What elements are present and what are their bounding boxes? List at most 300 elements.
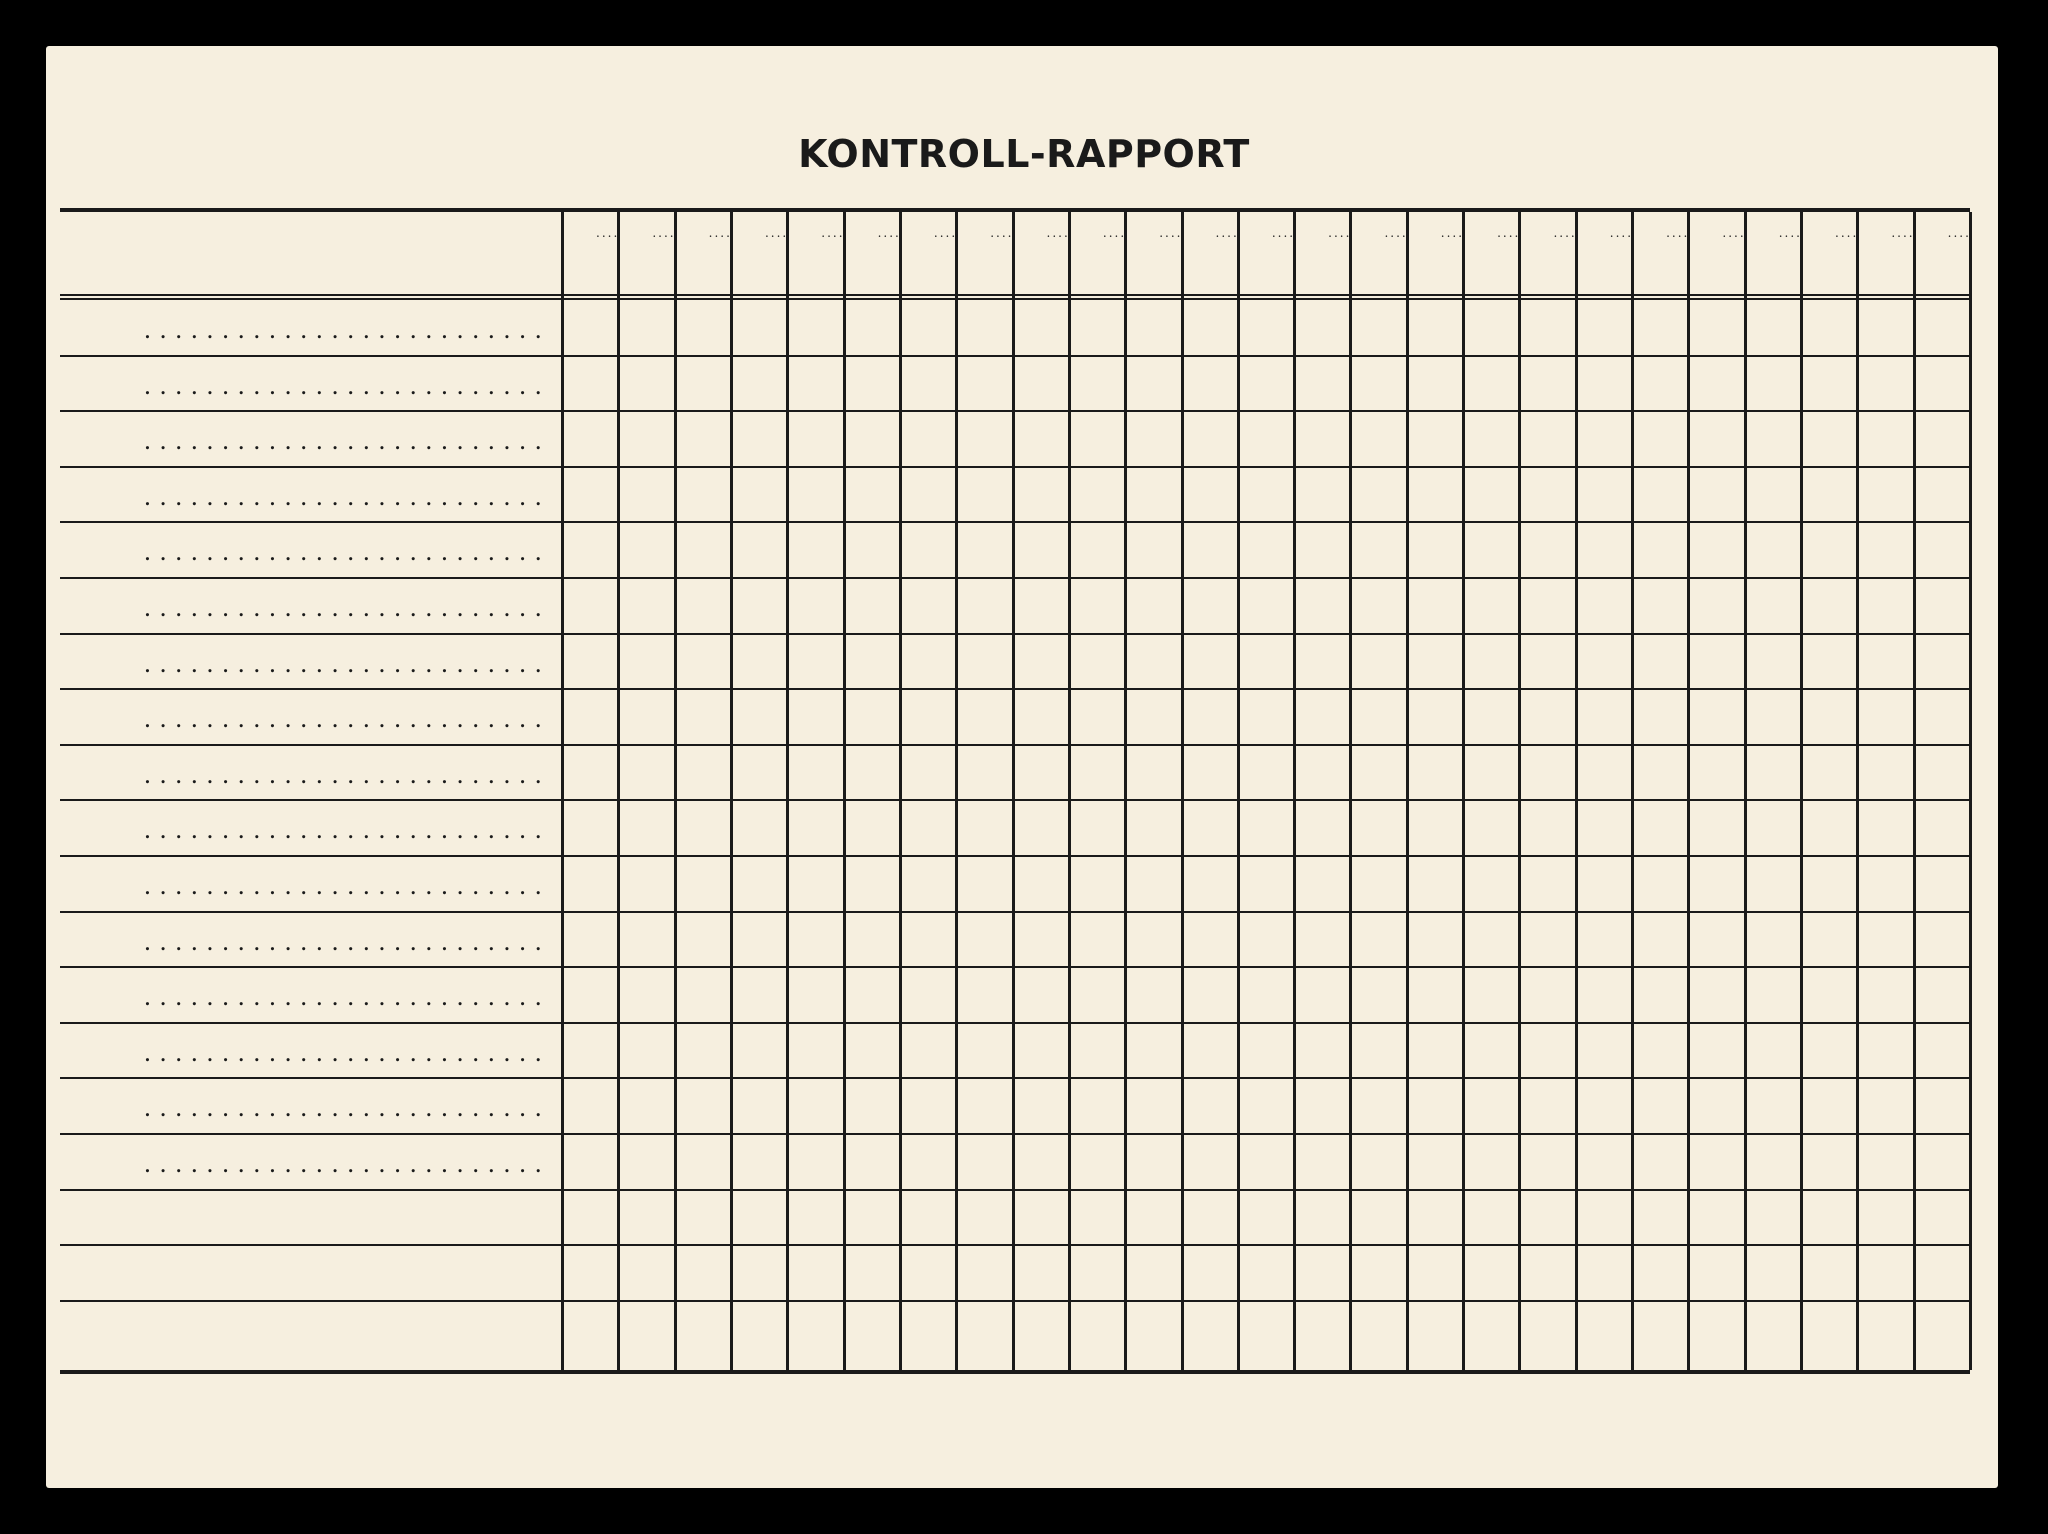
inspection-cell[interactable] <box>1803 914 1855 966</box>
inspection-cell[interactable] <box>620 1025 672 1077</box>
inspection-cell[interactable] <box>1803 691 1855 743</box>
inspection-cell[interactable] <box>564 413 616 465</box>
inspection-cell[interactable] <box>846 302 898 354</box>
inspection-cell[interactable] <box>902 1080 954 1132</box>
inspection-cell[interactable] <box>1521 580 1573 632</box>
inspection-cell[interactable] <box>1521 802 1573 854</box>
inspection-cell[interactable] <box>1578 580 1630 632</box>
inspection-cell[interactable] <box>846 914 898 966</box>
inspection-cell[interactable] <box>1071 413 1123 465</box>
inspection-cell[interactable] <box>620 802 672 854</box>
inspection-cell[interactable] <box>902 580 954 632</box>
inspection-cell[interactable] <box>1184 1136 1236 1188</box>
inspection-cell[interactable] <box>1409 1136 1461 1188</box>
inspection-cell[interactable] <box>958 358 1010 410</box>
inspection-cell[interactable] <box>1803 747 1855 799</box>
inspection-cell[interactable] <box>564 1136 616 1188</box>
inspection-cell[interactable] <box>1071 1192 1123 1244</box>
inspection-cell[interactable] <box>733 524 785 576</box>
inspection-cell[interactable] <box>1465 413 1517 465</box>
inspection-cell[interactable] <box>902 802 954 854</box>
inspection-cell[interactable] <box>1015 1303 1067 1355</box>
inspection-cell[interactable] <box>1747 1025 1799 1077</box>
inspection-cell[interactable] <box>564 524 616 576</box>
inspection-cell[interactable] <box>1634 802 1686 854</box>
inspection-cell[interactable] <box>1015 469 1067 521</box>
inspection-cell[interactable] <box>620 969 672 1021</box>
inspection-cell[interactable] <box>1015 969 1067 1021</box>
inspection-cell[interactable] <box>1409 691 1461 743</box>
inspection-cell[interactable] <box>1127 1080 1179 1132</box>
inspection-cell[interactable] <box>1916 1247 1968 1299</box>
inspection-cell[interactable] <box>1916 1080 1968 1132</box>
inspection-cell[interactable] <box>1352 747 1404 799</box>
inspection-cell[interactable] <box>677 580 729 632</box>
inspection-cell[interactable] <box>1296 1192 1348 1244</box>
inspection-cell[interactable] <box>1240 1080 1292 1132</box>
inspection-cell[interactable] <box>1409 413 1461 465</box>
inspection-cell[interactable] <box>1690 747 1742 799</box>
inspection-cell[interactable] <box>1296 802 1348 854</box>
inspection-cell[interactable] <box>1071 524 1123 576</box>
inspection-cell[interactable] <box>564 747 616 799</box>
inspection-cell[interactable] <box>1803 636 1855 688</box>
inspection-cell[interactable] <box>564 802 616 854</box>
inspection-cell[interactable] <box>1747 691 1799 743</box>
inspection-cell[interactable] <box>564 858 616 910</box>
inspection-cell[interactable] <box>1296 1136 1348 1188</box>
inspection-cell[interactable] <box>789 914 841 966</box>
inspection-cell[interactable] <box>1690 524 1742 576</box>
inspection-cell[interactable] <box>1521 1136 1573 1188</box>
inspection-cell[interactable] <box>1127 914 1179 966</box>
inspection-cell[interactable] <box>958 747 1010 799</box>
inspection-cell[interactable] <box>1747 1192 1799 1244</box>
inspection-cell[interactable] <box>1409 524 1461 576</box>
inspection-cell[interactable] <box>789 1303 841 1355</box>
inspection-cell[interactable] <box>1916 413 1968 465</box>
inspection-cell[interactable] <box>1465 1136 1517 1188</box>
inspection-cell[interactable] <box>564 914 616 966</box>
inspection-cell[interactable] <box>677 747 729 799</box>
inspection-cell[interactable] <box>1409 469 1461 521</box>
inspection-cell[interactable] <box>846 858 898 910</box>
inspection-cell[interactable] <box>1015 636 1067 688</box>
inspection-cell[interactable] <box>958 1025 1010 1077</box>
inspection-cell[interactable] <box>1184 636 1236 688</box>
inspection-cell[interactable] <box>1578 747 1630 799</box>
inspection-cell[interactable] <box>789 858 841 910</box>
inspection-cell[interactable] <box>1071 691 1123 743</box>
inspection-cell[interactable] <box>1465 580 1517 632</box>
inspection-cell[interactable] <box>1240 580 1292 632</box>
inspection-cell[interactable] <box>1127 524 1179 576</box>
inspection-cell[interactable] <box>1409 358 1461 410</box>
inspection-cell[interactable] <box>958 1303 1010 1355</box>
inspection-cell[interactable] <box>1409 636 1461 688</box>
inspection-cell[interactable] <box>1296 524 1348 576</box>
inspection-cell[interactable] <box>1015 1247 1067 1299</box>
inspection-cell[interactable] <box>1747 469 1799 521</box>
inspection-cell[interactable] <box>1465 1080 1517 1132</box>
inspection-cell[interactable] <box>1409 747 1461 799</box>
inspection-cell[interactable] <box>1127 1192 1179 1244</box>
inspection-cell[interactable] <box>1859 1247 1911 1299</box>
inspection-cell[interactable] <box>1352 469 1404 521</box>
inspection-cell[interactable] <box>1465 469 1517 521</box>
inspection-cell[interactable] <box>1803 969 1855 1021</box>
inspection-cell[interactable] <box>846 636 898 688</box>
inspection-cell[interactable] <box>1747 747 1799 799</box>
inspection-cell[interactable] <box>1690 691 1742 743</box>
inspection-cell[interactable] <box>846 469 898 521</box>
inspection-cell[interactable] <box>620 469 672 521</box>
inspection-cell[interactable] <box>1071 302 1123 354</box>
inspection-cell[interactable] <box>1409 1025 1461 1077</box>
inspection-cell[interactable] <box>564 358 616 410</box>
inspection-cell[interactable] <box>846 580 898 632</box>
inspection-cell[interactable] <box>1296 413 1348 465</box>
inspection-cell[interactable] <box>1352 802 1404 854</box>
inspection-cell[interactable] <box>1634 358 1686 410</box>
inspection-cell[interactable] <box>1015 580 1067 632</box>
inspection-cell[interactable] <box>1015 358 1067 410</box>
inspection-cell[interactable] <box>1634 1080 1686 1132</box>
inspection-cell[interactable] <box>1071 1136 1123 1188</box>
inspection-cell[interactable] <box>733 413 785 465</box>
inspection-cell[interactable] <box>564 1080 616 1132</box>
inspection-cell[interactable] <box>1240 691 1292 743</box>
inspection-cell[interactable] <box>846 524 898 576</box>
inspection-cell[interactable] <box>789 1136 841 1188</box>
inspection-cell[interactable] <box>1521 413 1573 465</box>
inspection-cell[interactable] <box>1634 636 1686 688</box>
inspection-cell[interactable] <box>677 969 729 1021</box>
inspection-cell[interactable] <box>1352 1025 1404 1077</box>
inspection-cell[interactable] <box>1352 302 1404 354</box>
inspection-cell[interactable] <box>1465 302 1517 354</box>
inspection-cell[interactable] <box>1634 1192 1686 1244</box>
inspection-cell[interactable] <box>1240 358 1292 410</box>
inspection-cell[interactable] <box>1184 1303 1236 1355</box>
inspection-cell[interactable] <box>1409 1303 1461 1355</box>
inspection-cell[interactable] <box>1465 747 1517 799</box>
inspection-cell[interactable] <box>1127 1247 1179 1299</box>
inspection-cell[interactable] <box>677 469 729 521</box>
inspection-cell[interactable] <box>1240 524 1292 576</box>
inspection-cell[interactable] <box>846 1247 898 1299</box>
inspection-cell[interactable] <box>846 1080 898 1132</box>
inspection-cell[interactable] <box>1015 914 1067 966</box>
inspection-cell[interactable] <box>677 1080 729 1132</box>
inspection-cell[interactable] <box>1240 1192 1292 1244</box>
inspection-cell[interactable] <box>1409 1080 1461 1132</box>
inspection-cell[interactable] <box>846 1025 898 1077</box>
inspection-cell[interactable] <box>1015 302 1067 354</box>
inspection-cell[interactable] <box>789 747 841 799</box>
inspection-cell[interactable] <box>1071 580 1123 632</box>
inspection-cell[interactable] <box>1803 580 1855 632</box>
inspection-cell[interactable] <box>564 1247 616 1299</box>
inspection-cell[interactable] <box>902 969 954 1021</box>
inspection-cell[interactable] <box>789 1025 841 1077</box>
inspection-cell[interactable] <box>1127 1136 1179 1188</box>
inspection-cell[interactable] <box>1521 691 1573 743</box>
inspection-cell[interactable] <box>1578 802 1630 854</box>
inspection-cell[interactable] <box>1352 358 1404 410</box>
inspection-cell[interactable] <box>1690 969 1742 1021</box>
inspection-cell[interactable] <box>1071 636 1123 688</box>
inspection-cell[interactable] <box>620 1247 672 1299</box>
inspection-cell[interactable] <box>1127 691 1179 743</box>
inspection-cell[interactable] <box>1240 747 1292 799</box>
inspection-cell[interactable] <box>1521 302 1573 354</box>
inspection-cell[interactable] <box>1521 1080 1573 1132</box>
inspection-cell[interactable] <box>1465 858 1517 910</box>
inspection-cell[interactable] <box>677 914 729 966</box>
inspection-cell[interactable] <box>1803 1247 1855 1299</box>
inspection-cell[interactable] <box>564 1303 616 1355</box>
inspection-cell[interactable] <box>902 691 954 743</box>
inspection-cell[interactable] <box>1803 1303 1855 1355</box>
inspection-cell[interactable] <box>1521 524 1573 576</box>
inspection-cell[interactable] <box>1803 524 1855 576</box>
inspection-cell[interactable] <box>1690 1192 1742 1244</box>
inspection-cell[interactable] <box>902 1303 954 1355</box>
inspection-cell[interactable] <box>1803 1080 1855 1132</box>
inspection-cell[interactable] <box>789 969 841 1021</box>
inspection-cell[interactable] <box>1184 914 1236 966</box>
inspection-cell[interactable] <box>733 1247 785 1299</box>
inspection-cell[interactable] <box>1859 691 1911 743</box>
inspection-cell[interactable] <box>1578 413 1630 465</box>
inspection-cell[interactable] <box>733 747 785 799</box>
inspection-cell[interactable] <box>733 1136 785 1188</box>
inspection-cell[interactable] <box>1521 858 1573 910</box>
inspection-cell[interactable] <box>1916 302 1968 354</box>
inspection-cell[interactable] <box>789 691 841 743</box>
inspection-cell[interactable] <box>1352 413 1404 465</box>
inspection-cell[interactable] <box>1184 302 1236 354</box>
inspection-cell[interactable] <box>958 1192 1010 1244</box>
inspection-cell[interactable] <box>1634 524 1686 576</box>
inspection-cell[interactable] <box>1409 858 1461 910</box>
inspection-cell[interactable] <box>1184 469 1236 521</box>
inspection-cell[interactable] <box>1916 858 1968 910</box>
inspection-cell[interactable] <box>620 1080 672 1132</box>
inspection-cell[interactable] <box>1747 1247 1799 1299</box>
inspection-cell[interactable] <box>1859 413 1911 465</box>
inspection-cell[interactable] <box>733 1025 785 1077</box>
inspection-cell[interactable] <box>1127 1303 1179 1355</box>
inspection-cell[interactable] <box>1127 636 1179 688</box>
inspection-cell[interactable] <box>677 302 729 354</box>
inspection-cell[interactable] <box>1296 858 1348 910</box>
inspection-cell[interactable] <box>1184 858 1236 910</box>
inspection-cell[interactable] <box>1578 1192 1630 1244</box>
inspection-cell[interactable] <box>1465 1192 1517 1244</box>
inspection-cell[interactable] <box>620 691 672 743</box>
inspection-cell[interactable] <box>1634 914 1686 966</box>
inspection-cell[interactable] <box>902 1136 954 1188</box>
inspection-cell[interactable] <box>1578 969 1630 1021</box>
inspection-cell[interactable] <box>1578 1247 1630 1299</box>
inspection-cell[interactable] <box>958 914 1010 966</box>
inspection-cell[interactable] <box>958 858 1010 910</box>
inspection-cell[interactable] <box>1409 1192 1461 1244</box>
inspection-cell[interactable] <box>677 1192 729 1244</box>
inspection-cell[interactable] <box>1465 1303 1517 1355</box>
inspection-cell[interactable] <box>1409 802 1461 854</box>
inspection-cell[interactable] <box>902 302 954 354</box>
inspection-cell[interactable] <box>1747 636 1799 688</box>
inspection-cell[interactable] <box>1859 302 1911 354</box>
inspection-cell[interactable] <box>620 358 672 410</box>
inspection-cell[interactable] <box>1071 914 1123 966</box>
inspection-cell[interactable] <box>1634 969 1686 1021</box>
inspection-cell[interactable] <box>677 858 729 910</box>
inspection-cell[interactable] <box>1184 1025 1236 1077</box>
inspection-cell[interactable] <box>677 1136 729 1188</box>
inspection-cell[interactable] <box>1521 1025 1573 1077</box>
inspection-cell[interactable] <box>1071 1247 1123 1299</box>
inspection-cell[interactable] <box>1465 358 1517 410</box>
inspection-cell[interactable] <box>1521 969 1573 1021</box>
inspection-cell[interactable] <box>1578 691 1630 743</box>
inspection-cell[interactable] <box>677 413 729 465</box>
inspection-cell[interactable] <box>1521 914 1573 966</box>
inspection-cell[interactable] <box>846 802 898 854</box>
inspection-cell[interactable] <box>958 524 1010 576</box>
inspection-cell[interactable] <box>1916 691 1968 743</box>
inspection-cell[interactable] <box>1634 1025 1686 1077</box>
inspection-cell[interactable] <box>1747 969 1799 1021</box>
inspection-cell[interactable] <box>846 358 898 410</box>
inspection-cell[interactable] <box>1465 1025 1517 1077</box>
inspection-cell[interactable] <box>1634 1136 1686 1188</box>
inspection-cell[interactable] <box>1859 802 1911 854</box>
inspection-cell[interactable] <box>789 1247 841 1299</box>
inspection-cell[interactable] <box>1521 636 1573 688</box>
inspection-cell[interactable] <box>1296 914 1348 966</box>
inspection-cell[interactable] <box>1859 914 1911 966</box>
inspection-cell[interactable] <box>846 691 898 743</box>
inspection-cell[interactable] <box>677 358 729 410</box>
inspection-cell[interactable] <box>733 580 785 632</box>
inspection-cell[interactable] <box>620 858 672 910</box>
inspection-cell[interactable] <box>958 1136 1010 1188</box>
inspection-cell[interactable] <box>1409 914 1461 966</box>
inspection-cell[interactable] <box>1634 691 1686 743</box>
inspection-cell[interactable] <box>789 524 841 576</box>
inspection-cell[interactable] <box>1015 1080 1067 1132</box>
inspection-cell[interactable] <box>1184 358 1236 410</box>
inspection-cell[interactable] <box>789 580 841 632</box>
inspection-cell[interactable] <box>1859 858 1911 910</box>
inspection-cell[interactable] <box>1690 914 1742 966</box>
inspection-cell[interactable] <box>1296 747 1348 799</box>
inspection-cell[interactable] <box>620 580 672 632</box>
inspection-cell[interactable] <box>1747 524 1799 576</box>
inspection-cell[interactable] <box>733 969 785 1021</box>
inspection-cell[interactable] <box>1521 469 1573 521</box>
inspection-cell[interactable] <box>620 1136 672 1188</box>
inspection-cell[interactable] <box>1071 747 1123 799</box>
inspection-cell[interactable] <box>1240 636 1292 688</box>
inspection-cell[interactable] <box>1240 1303 1292 1355</box>
inspection-cell[interactable] <box>620 636 672 688</box>
inspection-cell[interactable] <box>1690 358 1742 410</box>
inspection-cell[interactable] <box>1409 580 1461 632</box>
inspection-cell[interactable] <box>1352 858 1404 910</box>
inspection-cell[interactable] <box>902 1025 954 1077</box>
inspection-cell[interactable] <box>1916 1303 1968 1355</box>
inspection-cell[interactable] <box>1071 1303 1123 1355</box>
inspection-cell[interactable] <box>958 580 1010 632</box>
inspection-cell[interactable] <box>1465 524 1517 576</box>
inspection-cell[interactable] <box>677 1025 729 1077</box>
inspection-cell[interactable] <box>902 524 954 576</box>
inspection-cell[interactable] <box>1184 580 1236 632</box>
inspection-cell[interactable] <box>1352 1303 1404 1355</box>
inspection-cell[interactable] <box>733 914 785 966</box>
inspection-cell[interactable] <box>1240 1136 1292 1188</box>
inspection-cell[interactable] <box>1578 1080 1630 1132</box>
inspection-cell[interactable] <box>564 969 616 1021</box>
inspection-cell[interactable] <box>1634 1247 1686 1299</box>
inspection-cell[interactable] <box>789 1192 841 1244</box>
inspection-cell[interactable] <box>958 1247 1010 1299</box>
inspection-cell[interactable] <box>1127 1025 1179 1077</box>
inspection-cell[interactable] <box>620 747 672 799</box>
inspection-cell[interactable] <box>958 469 1010 521</box>
inspection-cell[interactable] <box>902 747 954 799</box>
inspection-cell[interactable] <box>733 1303 785 1355</box>
inspection-cell[interactable] <box>1859 1136 1911 1188</box>
inspection-cell[interactable] <box>1747 802 1799 854</box>
inspection-cell[interactable] <box>1690 1136 1742 1188</box>
inspection-cell[interactable] <box>1916 1025 1968 1077</box>
inspection-cell[interactable] <box>1071 1080 1123 1132</box>
inspection-cell[interactable] <box>677 1303 729 1355</box>
inspection-cell[interactable] <box>1747 1303 1799 1355</box>
inspection-cell[interactable] <box>846 413 898 465</box>
inspection-cell[interactable] <box>1634 469 1686 521</box>
inspection-cell[interactable] <box>620 524 672 576</box>
inspection-cell[interactable] <box>1803 1025 1855 1077</box>
inspection-cell[interactable] <box>1127 858 1179 910</box>
inspection-cell[interactable] <box>1409 969 1461 1021</box>
inspection-cell[interactable] <box>789 802 841 854</box>
inspection-cell[interactable] <box>1015 747 1067 799</box>
inspection-cell[interactable] <box>958 691 1010 743</box>
inspection-cell[interactable] <box>1803 1136 1855 1188</box>
inspection-cell[interactable] <box>1690 1025 1742 1077</box>
inspection-cell[interactable] <box>1296 1247 1348 1299</box>
inspection-cell[interactable] <box>1296 969 1348 1021</box>
inspection-cell[interactable] <box>564 1025 616 1077</box>
inspection-cell[interactable] <box>1184 413 1236 465</box>
inspection-cell[interactable] <box>1296 302 1348 354</box>
inspection-cell[interactable] <box>1127 580 1179 632</box>
inspection-cell[interactable] <box>620 1192 672 1244</box>
inspection-cell[interactable] <box>1352 524 1404 576</box>
inspection-cell[interactable] <box>620 302 672 354</box>
inspection-cell[interactable] <box>846 747 898 799</box>
inspection-cell[interactable] <box>1690 1080 1742 1132</box>
inspection-cell[interactable] <box>1071 802 1123 854</box>
inspection-cell[interactable] <box>677 636 729 688</box>
